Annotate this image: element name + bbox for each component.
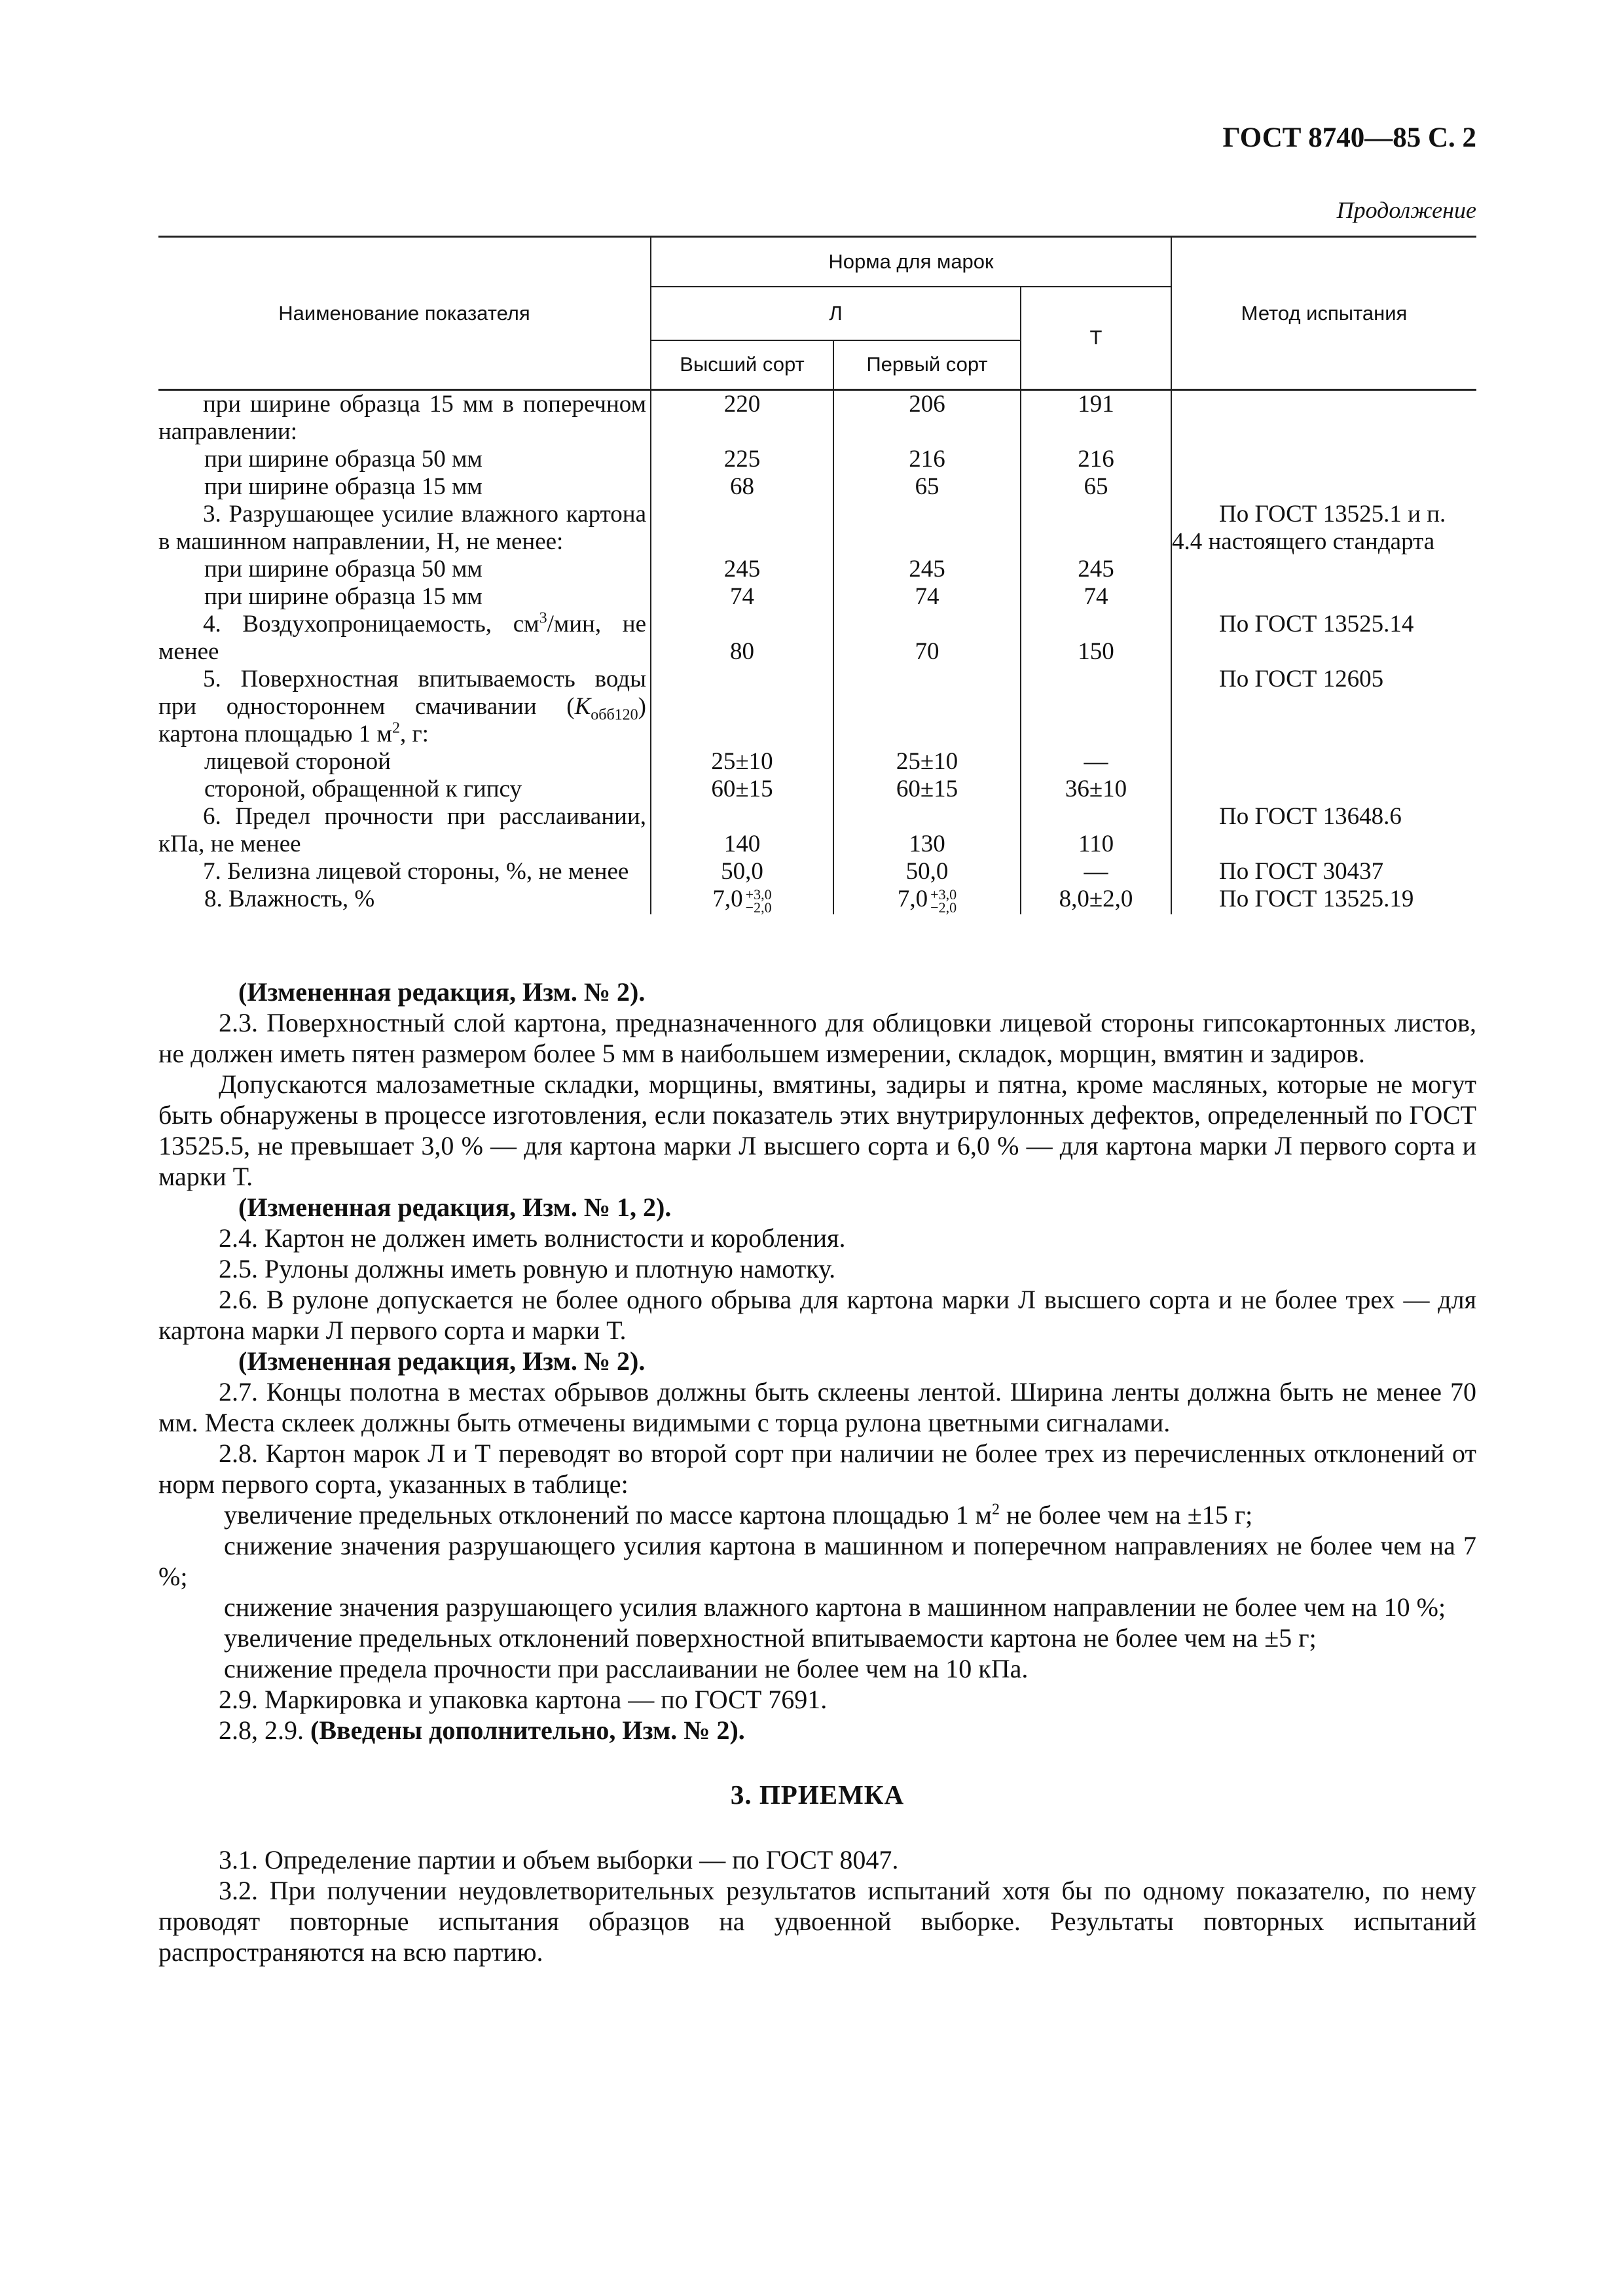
paragraph-2-8-2-9-note: 2.8, 2.9. (Введены дополнительно, Изм. № 2).: [219, 1715, 745, 1745]
cell-value: 60±15: [651, 776, 833, 803]
col-header-method: Метод испытания: [1171, 237, 1476, 390]
row-name: 6. Предел прочности при расслаивании, кПа, не менее: [158, 803, 646, 857]
row-method: По ГОСТ 13525.14: [1219, 611, 1414, 637]
cell-value: 65: [833, 473, 1021, 501]
list-item: снижение значения разрушающего усилия влажного картона в машинном направлении не более чем на 10 %;: [224, 1592, 1446, 1622]
row-name: лицевой стороной: [204, 748, 391, 775]
paragraph-2-9: 2.9. Маркировка и упаковка картона — по ГОСТ 7691.: [219, 1685, 828, 1714]
cell-value: 216: [1021, 446, 1171, 473]
cell-value: 74: [833, 583, 1021, 611]
properties-table: [158, 236, 1476, 914]
cell-value: 216: [833, 446, 1021, 473]
cell-value: —: [1021, 858, 1171, 886]
cell-value: 50,0: [833, 858, 1021, 886]
section-heading: 3. ПРИЕМКА: [730, 1780, 905, 1810]
paragraph-2-3: 2.3. Поверхностный слой картона, предназначенного для облицовки лицевой стороны гипсокартонных листов, не должен иметь пятен размером более 5 мм в наибольшем измерении, складок, морщин, вмятин и задиров.: [158, 1008, 1476, 1068]
list-item: увеличение предельных отклонений по массе картона площадью 1 $м^2$ не более чем на ±15 г;: [224, 1500, 1253, 1530]
row-name: 8. Влажность, %: [204, 886, 375, 912]
change-note: (Измененная редакция, Изм. № 2).: [238, 1346, 646, 1376]
row-name: 3. Разрушающее усилие влажного картона в машинном направлении, Н, не менее:: [158, 501, 646, 555]
list-item: снижение значения разрушающего усилия картона в машинном и поперечном направлениях не более чем на 7 %;: [158, 1531, 1476, 1591]
cell-value: 110: [1021, 803, 1171, 858]
col-header-norm: Норма для марок: [651, 237, 1171, 287]
table-row: [158, 556, 1476, 583]
cell-value: 7,0 +3,0 −2,0: [651, 886, 833, 914]
row-name: при ширине образца 15 мм в поперечном направлении:: [158, 391, 646, 445]
cell-value: 50,0: [651, 858, 833, 886]
cell-value: 245: [833, 556, 1021, 583]
table-row: [158, 858, 1476, 886]
table-row: [158, 776, 1476, 803]
list-item: увеличение предельных отклонений поверхностной впитываемости картона не более чем на ±5 г;: [224, 1623, 1317, 1653]
col-header-grade-1: Высший сорт: [651, 340, 833, 390]
table-row: [158, 611, 1476, 666]
table-row: [158, 803, 1476, 858]
paragraph-3-2: 3.2. При получении неудовлетворительных результатов испытаний хотя бы по одному показателю, по нему проводят повторные испытания образцов на удвоенной выборке. Результаты повторных испытаний распространяются на всю партию.: [158, 1876, 1476, 1967]
table-row: [158, 748, 1476, 776]
row-method: По ГОСТ 13648.6: [1219, 803, 1402, 830]
page-header: ГОСТ 8740—85 С. 2: [1222, 122, 1476, 153]
row-method: По ГОСТ 12605: [1219, 666, 1384, 692]
cell-value: 60±15: [833, 776, 1021, 803]
cell-value: 65: [1021, 473, 1171, 501]
table-row: [158, 446, 1476, 473]
change-note: (Измененная редакция, Изм. № 1, 2).: [238, 1193, 672, 1222]
cell-value: 68: [651, 473, 833, 501]
cell-value: 7,0 +3,0 −2,0: [833, 886, 1021, 914]
cell-value: 140: [651, 803, 833, 858]
row-name: 7. Белизна лицевой стороны, %, не менее: [203, 858, 629, 885]
cell-value: 80: [651, 611, 833, 666]
paragraph-2-7: 2.7. Концы полотна в местах обрывов должны быть склеены лентой. Ширина ленты должна быть не менее 70 мм. Места склеек должны быть отмечены видимыми с торца рулона цветными сигналами.: [158, 1377, 1476, 1437]
table-row: [158, 666, 1476, 748]
table-row: [158, 886, 1476, 914]
paragraph-2-3-cont: Допускаются малозаметные складки, морщины, вмятины, задиры и пятна, кроме масляных, которые не могут быть обнаружены в процессе изготовления, если показатель этих внутрирулонных дефектов, определенный по ГОСТ 13525.5, не превышает 3,0 % — для картона марки Л высшего сорта и 6,0 % — для картона марки Л первого сорта и марки Т.: [158, 1069, 1476, 1191]
paragraph-2-4: 2.4. Картон не должен иметь волнистости и коробления.: [219, 1223, 846, 1253]
row-name: при ширине образца 15 мм: [204, 583, 483, 610]
col-header-mark-t: Т: [1021, 287, 1171, 390]
table-row: [158, 390, 1476, 446]
row-name: 4. Воздухопроницаемость, $см^3$/мин, не менее: [158, 609, 646, 665]
cell-value: 8,0±2,0: [1021, 886, 1171, 914]
table-row: [158, 501, 1476, 556]
row-method: По ГОСТ 30437: [1219, 858, 1384, 885]
cell-value: —: [1021, 748, 1171, 776]
row-name: при ширине образца 15 мм: [204, 473, 483, 500]
cell-value: 245: [1021, 556, 1171, 583]
row-name: стороной, обращенной к гипсу: [204, 776, 522, 802]
col-header-mark-l: Л: [651, 287, 1021, 340]
row-name: при ширине образца 50 мм: [204, 556, 483, 583]
col-header-indicator: Наименование показателя: [158, 237, 651, 390]
cell-value: 225: [651, 446, 833, 473]
paragraph-2-5: 2.5. Рулоны должны иметь ровную и плотную намотку.: [219, 1254, 836, 1283]
body-text: [158, 977, 1476, 1967]
row-method: По ГОСТ 13525.1 и п. 4.4 настоящего стандарта: [1172, 501, 1446, 555]
cell-value: 150: [1021, 611, 1171, 666]
cell-value: 206: [833, 390, 1021, 446]
table-row: [158, 583, 1476, 611]
cell-value: 245: [651, 556, 833, 583]
cell-value: 36±10: [1021, 776, 1171, 803]
row-method: По ГОСТ 13525.19: [1219, 886, 1414, 912]
list-item: снижение предела прочности при расслаивании не более чем на 10 кПа.: [224, 1654, 1029, 1683]
cell-value: 74: [1021, 583, 1171, 611]
paragraph-2-8: 2.8. Картон марок Л и Т переводят во второй сорт при наличии не более трех из перечисленных отклонений от норм первого сорта, указанных в таблице:: [158, 1439, 1476, 1499]
cell-value: 70: [833, 611, 1021, 666]
row-name: 5. Поверхностная впитываемость воды при одностороннем смачивании $(K_{обб120})$ картона площадью 1 $м^2$, г:: [158, 666, 646, 747]
cell-value: 25±10: [651, 748, 833, 776]
cell-value: 191: [1021, 390, 1171, 446]
cell-value: 25±10: [833, 748, 1021, 776]
cell-value: 220: [651, 390, 833, 446]
continuation-label: Продолжение: [1336, 197, 1476, 223]
cell-value: 130: [833, 803, 1021, 858]
table-row: [158, 473, 1476, 501]
cell-value: 74: [651, 583, 833, 611]
row-name: при ширине образца 50 мм: [204, 446, 483, 473]
paragraph-3-1: 3.1. Определение партии и объем выборки — по ГОСТ 8047.: [219, 1845, 899, 1874]
change-note: (Измененная редакция, Изм. № 2).: [238, 977, 646, 1007]
paragraph-2-6: 2.6. В рулоне допускается не более одного обрыва для картона марки Л высшего сорта и не более трех — для картона марки Л первого сорта и марки Т.: [158, 1285, 1476, 1345]
col-header-grade-2: Первый сорт: [833, 340, 1021, 390]
